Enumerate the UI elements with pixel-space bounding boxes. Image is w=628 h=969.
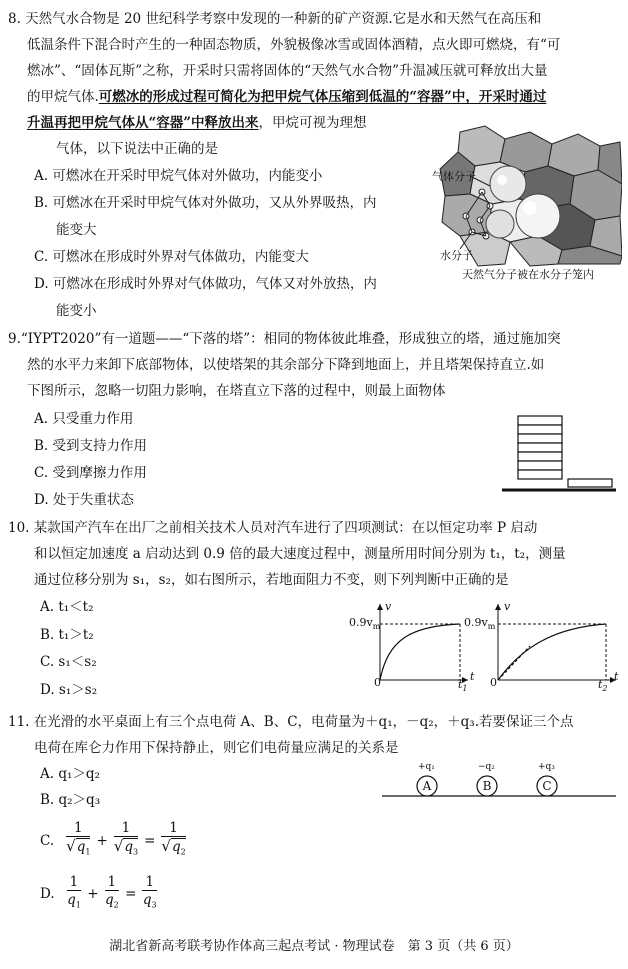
- q11-charge-b-label: −q₂: [478, 762, 495, 772]
- q8-fig-caption: 天然气分子被在水分子笼内: [462, 268, 594, 281]
- q11-c-frac1-num: 1: [66, 820, 90, 837]
- q10-g1-t-axis: t: [470, 670, 475, 683]
- q10-g1-origin: 0: [374, 676, 381, 689]
- q11-d-s: 1: [75, 900, 81, 910]
- q11-c-frac1: [66, 820, 90, 862]
- q11-line1: 11. 在光滑的水平桌面上有三个点电荷 A、B、C，电荷量为＋q₁，－q₂，＋q₃.若要保证三个点: [8, 714, 574, 730]
- q8-line5b: ，甲烷可视为理想: [258, 115, 367, 131]
- q11-d-frac3-den: [142, 891, 157, 915]
- q10-g1-09vm-label: [349, 614, 380, 636]
- q11-d-eq: =: [125, 886, 137, 903]
- q11-c-frac3: [161, 820, 185, 862]
- q10-g1-t1-label: [458, 676, 468, 698]
- q11-d-q: q: [142, 892, 152, 908]
- q8-option-d-line1: D. 可燃冰在形成时外界对气体做功，气体又对外放热，内: [34, 276, 377, 292]
- q10-g2-t2-sub: 2: [602, 684, 608, 694]
- q9-line3: 下图所示，忽略一切阻力影响，在塔直立下落的过程中，则最上面物体: [27, 383, 446, 399]
- q9-option-a: A. 只受重力作用: [34, 411, 134, 427]
- q11-option-a: A. q₁＞q₂: [40, 766, 100, 782]
- q11-c-s: 3: [132, 847, 139, 857]
- q11-d-frac3-num: 1: [142, 874, 157, 891]
- q8-line4b: 可燃冰的形成过程可简化为把甲烷气体压缩到低温的“容器”中，开采时通过: [98, 89, 547, 105]
- q11-charge-a: A: [422, 779, 432, 793]
- q10-g2-09vm-label: [464, 614, 495, 636]
- q11-d-s: 2: [113, 900, 119, 910]
- q10-g1-v-label: v: [385, 600, 392, 613]
- q11-c-s: 1: [85, 847, 91, 857]
- q10-g1-09v: 0.9v: [349, 616, 373, 629]
- q10-g1-t1-sub: 1: [462, 684, 468, 694]
- q11-line2: 电荷在库仑力作用下保持静止，则它们电荷量应满足的关系是: [34, 740, 399, 756]
- q11-d-frac1-num: 1: [67, 874, 82, 891]
- q10-option-a: A. t₁＜t₂: [40, 599, 94, 615]
- q8-option-b-line1: B. 可燃冰在开采时甲烷气体对外做功，又从外界吸热，内: [34, 195, 377, 211]
- q10-g2-t-axis: t: [614, 670, 619, 683]
- q10-g2-09v: 0.9v: [464, 616, 488, 629]
- q9-tower-figure: [500, 412, 618, 496]
- q11-c-s: 2: [180, 847, 186, 857]
- q11-option-c-label: C.: [40, 832, 55, 849]
- q9-line2: 然的水平力来卸下底部物体，以使塔架的其余部分下降到地面上，并且塔架保持直立.如: [27, 357, 545, 373]
- q11-d-q: q: [104, 892, 114, 908]
- q11-d-q: q: [67, 892, 76, 908]
- q11-c-q: q: [124, 839, 133, 855]
- q11-d-frac2-num: 1: [105, 874, 120, 891]
- q11-option-d-label: D.: [40, 886, 55, 903]
- q11-d-s: 3: [151, 900, 157, 910]
- q11-d-frac3: [142, 874, 157, 915]
- q10-g2-m-sub: m: [487, 622, 496, 632]
- q11-c-frac2-num: 1: [114, 820, 138, 837]
- q8-fig-label-water: 水分子: [440, 249, 473, 262]
- q11-d-frac2-den: [105, 891, 120, 915]
- q11-d-frac1-den: [67, 891, 82, 915]
- q10-line3: 通过位移分别为 s₁，s₂，如右图所示，若地面阻力不变，则下列判断中正确的是: [34, 572, 509, 588]
- q10-option-c: C. s₁＜s₂: [40, 654, 97, 670]
- q11-c-frac2: [114, 820, 138, 862]
- q11-c-plus: +: [96, 832, 108, 849]
- q11-charge-c-label: +q₃: [538, 762, 555, 772]
- q8-option-a: A. 可燃冰在开采时甲烷气体对外做功，内能变小: [34, 168, 323, 184]
- q10-line1: 10. 某款国产汽车在出厂之前相关技术人员对汽车进行了四项测试：在以恒定功率 P 启动: [8, 520, 538, 536]
- q11-c-frac3-num: 1: [161, 820, 185, 837]
- q10-g2-origin: 0: [490, 676, 497, 689]
- q11-option-c: [40, 820, 188, 862]
- q9-option-b: B. 受到支持力作用: [34, 438, 148, 454]
- q10-option-d: D. s₁＞s₂: [40, 682, 98, 698]
- q8-line4: [27, 88, 546, 106]
- q10-option-b: B. t₁＞t₂: [40, 627, 94, 643]
- q10-g2-t: t: [598, 678, 603, 691]
- q11-c-frac2-den: $√q_3$: [113, 837, 139, 857]
- q8-line4a: 的甲烷气体.: [27, 89, 99, 105]
- q8-line3: 燃冰”、“固体瓦斯”之称，开采时只需将固体的“天然气水合物”升温减压就可释放出大量: [27, 63, 548, 79]
- q11-c-q: q: [171, 839, 181, 855]
- q11-charge-a-label: +q₁: [418, 762, 435, 772]
- q11-option-d: [40, 874, 159, 915]
- q10-g1-m-sub: m: [372, 622, 381, 632]
- q8-option-d-line2: 能变小: [56, 303, 97, 319]
- q9-option-d: D. 处于失重状态: [34, 492, 134, 508]
- q8-line1: 8. 天然气水合物是 20 世纪科学考察中发现的一种新的矿产资源.它是水和天然气在高压和: [8, 11, 542, 27]
- q11-charge-b: B: [482, 779, 492, 793]
- q10-g2-t2-label: [598, 676, 608, 698]
- q8-line5: [27, 114, 367, 132]
- q10-g1-t: t: [458, 678, 463, 691]
- q8-option-c: C. 可燃冰在形成时外界对气体做功，内能变大: [34, 249, 309, 265]
- q11-c-frac1-den: $√q_1$: [66, 837, 91, 857]
- q11-option-b: B. q₂＞q₃: [40, 792, 101, 808]
- q8-fig-label-gas: 气体分子: [432, 170, 476, 183]
- q9-line1: 9.“IYPT2020”有一道题——“下落的塔”：相同的物体彼此堆叠，形成独立的塔，通过施加突: [8, 331, 561, 347]
- q11-d-frac2: [105, 874, 120, 915]
- q11-c-eq: =: [144, 832, 156, 849]
- q11-charge-c: C: [542, 779, 552, 793]
- q10-g2-v-label: v: [504, 600, 511, 613]
- q9-option-c: C. 受到摩擦力作用: [34, 465, 147, 481]
- q11-c-frac3-den: $√q_2$: [161, 837, 186, 857]
- q8-line5a: 升温再把甲烷气体从“容器”中释放出来: [27, 115, 259, 131]
- q8-option-b-line2: 能变大: [56, 222, 97, 238]
- q11-charges-figure: [380, 760, 620, 800]
- q8-line2: 低温条件下混合时产生的一种固态物质，外貌极像冰雪或固体酒精，点火即可燃烧，有“可: [27, 37, 561, 53]
- page-footer: 湖北省新高考联考协作体高三起点考试 · 物理试卷 第 3 页（共 6 页）: [109, 939, 519, 954]
- q10-line2: 和以恒定加速度 a 启动达到 0.9 倍的最大速度过程中，测量所用时间分别为 t₁，t₂，测量: [34, 546, 566, 562]
- q11-c-q: q: [76, 839, 86, 855]
- q8-line6: 气体，以下说法中正确的是: [56, 141, 218, 157]
- q11-d-plus: +: [87, 886, 99, 903]
- q11-d-frac1: [67, 874, 82, 915]
